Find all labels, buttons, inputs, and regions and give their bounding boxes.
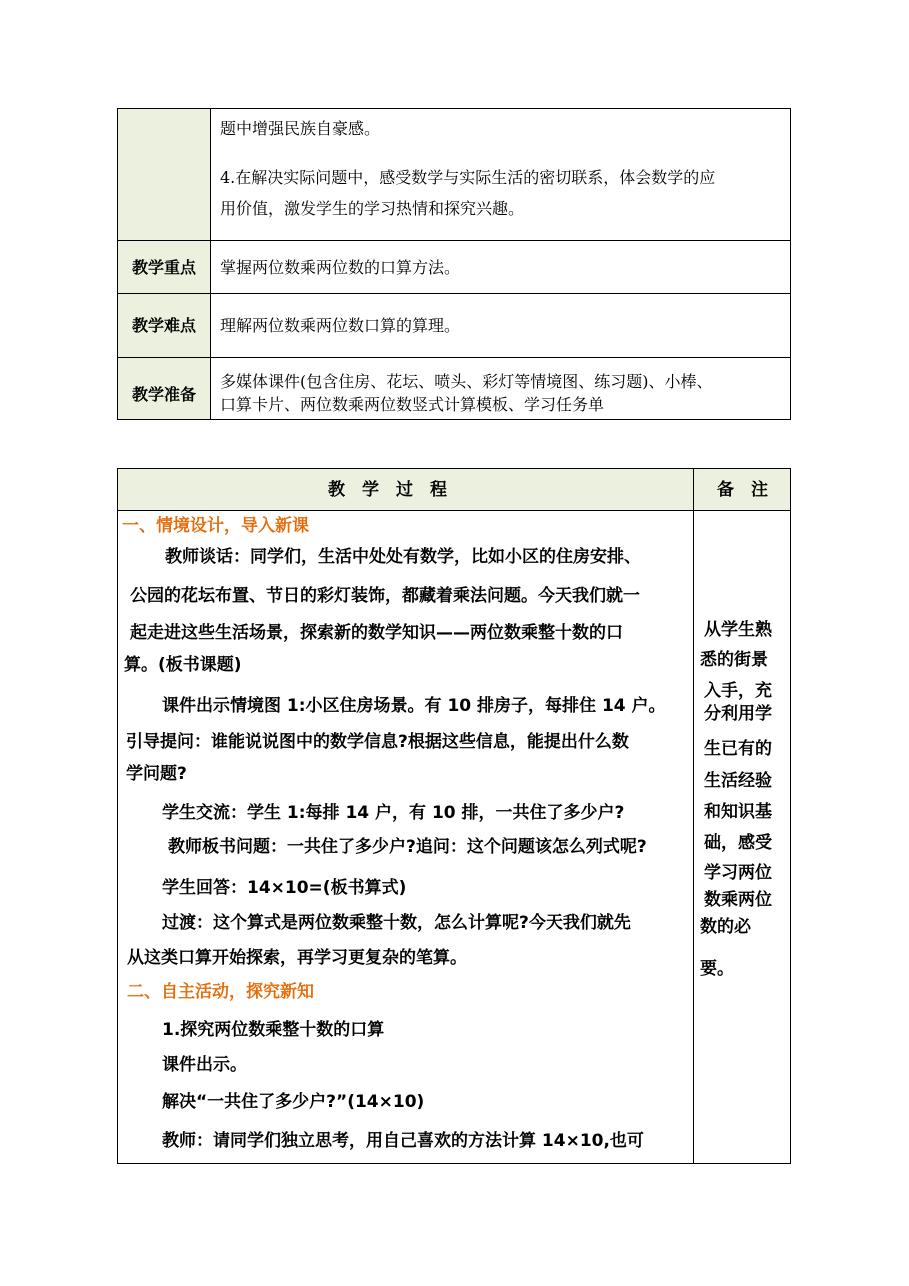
table1-border <box>117 240 791 241</box>
table1-border <box>790 108 791 420</box>
process-line: 教师板书问题：一共住了多少户?追问：这个问题该怎么列式呢? <box>168 837 647 857</box>
note-line: 从学生熟 <box>704 620 772 640</box>
note-line: 础，感受 <box>704 833 772 853</box>
table2-border <box>117 510 791 511</box>
note-line: 入手，充 <box>704 681 772 701</box>
note-line: 和知识基 <box>704 802 772 822</box>
table1-border <box>117 419 791 420</box>
process-line: 过渡：这个算式是两位数乘整十数，怎么计算呢?今天我们就先 <box>162 913 631 933</box>
note-line: 要。 <box>700 959 734 979</box>
section-heading: 二、自主活动，探究新知 <box>127 982 314 1002</box>
process-line: 解决“一共住了多少户?”(14×10) <box>162 1092 425 1112</box>
process-line: 1.探究两位数乘整十数的口算 <box>162 1020 385 1040</box>
process-line: 起走进这些生活场景，探索新的数学知识——两位数乘整十数的口 <box>130 623 623 643</box>
preparation-label: 教学准备 <box>131 385 196 404</box>
key-points-label: 教学重点 <box>131 258 196 277</box>
process-line: 从这类口算开始探索，再学习更复杂的笔算。 <box>127 948 467 968</box>
difficulties-text: 理解两位数乘两位数口算的算理。 <box>220 316 461 335</box>
process-line: 教师谈话：同学们，生活中处处有数学，比如小区的住房安排、 <box>165 547 641 567</box>
process-line: 算。(板书课题) <box>124 655 242 675</box>
note-line: 生已有的 <box>704 739 772 759</box>
table1-border <box>117 108 791 109</box>
note-line: 学习两位 <box>704 863 772 883</box>
preparation-text-line: 口算卡片、两位数乘两位数竖式计算模板、学习任务单 <box>220 395 605 414</box>
note-line: 生活经验 <box>704 771 772 791</box>
process-line: 学生交流：学生 1:每排 14 户，有 10 排，一共住了多少户? <box>162 803 625 823</box>
key-points-text: 掌握两位数乘两位数的口算方法。 <box>220 258 461 277</box>
table1-border <box>117 357 791 358</box>
notes-header: 备 注 <box>717 480 768 500</box>
table2-border <box>117 468 118 1164</box>
note-line: 数的必 <box>700 917 751 937</box>
note-line: 数乘两位 <box>704 890 772 910</box>
objective-text-line: 用价值，激发学生的学习热情和探究兴趣。 <box>220 199 525 218</box>
table2-border <box>117 468 791 469</box>
objective-text-line: 题中增强民族自豪感。 <box>220 119 381 138</box>
process-line: 学问题? <box>126 764 187 784</box>
preparation-text-line: 多媒体课件(包含住房、花坛、喷头、彩灯等情境图、练习题)、小棒、 <box>220 372 713 391</box>
process-line: 课件出示。 <box>162 1055 247 1075</box>
note-line: 悉的街景 <box>700 650 768 670</box>
process-line: 公园的花坛布置、节日的彩灯装饰，都藏着乘法问题。今天我们就一 <box>130 586 640 606</box>
objective-text-line: 4.在解决实际问题中，感受数学与实际生活的密切联系，体会数学的应 <box>220 168 716 187</box>
table2-border <box>693 468 694 1164</box>
process-line: 引导提问：谁能说说图中的数学信息?根据这些信息，能提出什么数 <box>126 732 629 752</box>
section-heading: 一、情境设计，导入新课 <box>122 516 309 536</box>
table1-border <box>210 108 211 420</box>
process-line: 学生回答：14×10=(板书算式) <box>162 878 407 898</box>
note-line: 分利用学 <box>704 704 772 724</box>
table1-border <box>117 293 791 294</box>
table2-border <box>117 1163 791 1164</box>
difficulties-label: 教学难点 <box>131 316 196 335</box>
process-line: 课件出示情境图 1:小区住房场景。有 10 排房子，每排住 14 户。 <box>162 696 666 716</box>
process-header: 教 学 过 程 <box>328 480 447 500</box>
process-line: 教师：请同学们独立思考，用自己喜欢的方法计算 14×10,也可 <box>162 1131 644 1151</box>
label-cell-blank <box>118 109 210 240</box>
